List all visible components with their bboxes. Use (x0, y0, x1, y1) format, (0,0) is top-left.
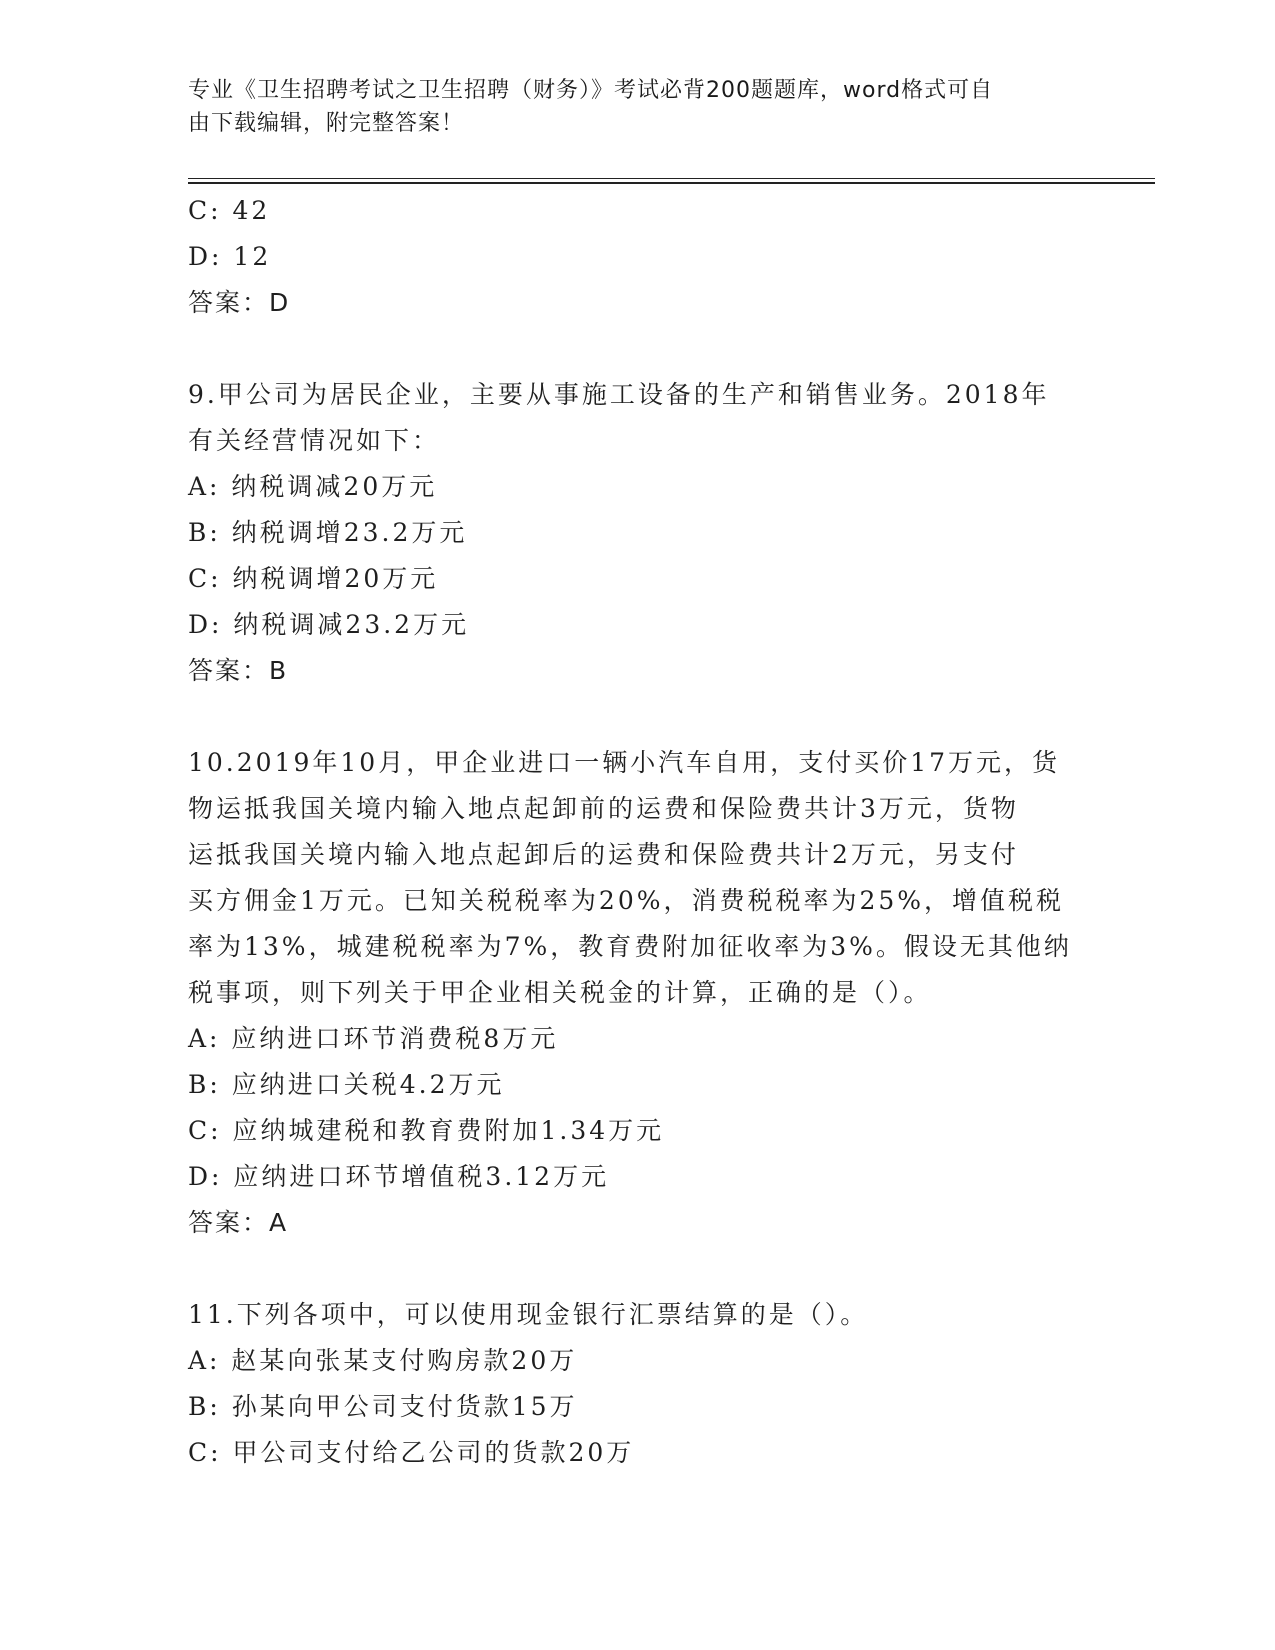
option-d: D: 应纳进口环节增值税3.12万元 (188, 1162, 610, 1191)
header-divider-thin (188, 178, 1155, 179)
option-c: C: 甲公司支付给乙公司的货款20万 (188, 1438, 635, 1467)
spacer (188, 694, 1088, 740)
option-a: A: 应纳进口环节消费税8万元 (188, 1024, 559, 1053)
question-stem-line: 10.2019年10月，甲企业进口一辆小汽车自用，支付买价17万元，货 (188, 748, 1061, 777)
answer-line: 答案：D (188, 288, 291, 317)
header-title-line-1: 专业《卫生招聘考试之卫生招聘（财务）》考试必背200题题库，word格式可自 (188, 78, 994, 103)
option-b: B: 应纳进口关税4.2万元 (188, 1070, 505, 1099)
option-c: C: 42 (188, 196, 271, 225)
question-10 (188, 740, 1088, 1246)
question-stem-line: 税事项，则下列关于甲企业相关税金的计算，正确的是（）。 (188, 978, 932, 1007)
question-stem-line: 率为13%，城建税税率为7%，教育费附加征收率为3%。假设无其他纳 (188, 932, 1072, 961)
question-stem-line: 买方佣金1万元。已知关税税率为20%，消费税税率为25%，增值税税 (188, 886, 1065, 915)
answer-line: 答案：B (188, 656, 289, 685)
question-stem-line: 9.甲公司为居民企业，主要从事施工设备的生产和销售业务。2018年 (188, 380, 1050, 409)
header-title-line-2: 由下载编辑，附完整答案！ (188, 111, 465, 136)
question-11 (188, 1292, 1088, 1476)
question-8-continuation (188, 188, 1088, 326)
header-divider-thick (188, 182, 1155, 184)
question-9 (188, 372, 1088, 694)
option-b: B: 纳税调增23.2万元 (188, 518, 468, 547)
question-list (188, 188, 1088, 1476)
question-stem-line: 11.下列各项中，可以使用现金银行汇票结算的是（）。 (188, 1300, 869, 1329)
question-stem-line: 运抵我国关境内输入地点起卸后的运费和保险费共计2万元，另支付 (188, 840, 1019, 869)
question-stem-line: 物运抵我国关境内输入地点起卸前的运费和保险费共计3万元，货物 (188, 794, 1019, 823)
option-a: A: 赵某向张某支付购房款20万 (188, 1346, 578, 1375)
option-d: D: 纳税调减23.2万元 (188, 610, 470, 639)
answer-line: 答案：A (188, 1208, 289, 1237)
option-a: A: 纳税调减20万元 (188, 472, 438, 501)
option-c: C: 纳税调增20万元 (188, 564, 439, 593)
question-stem-line: 有关经营情况如下： (188, 426, 441, 455)
option-d: D: 12 (188, 242, 272, 271)
page-header (188, 74, 1068, 140)
spacer (188, 1246, 1088, 1292)
option-b: B: 孙某向甲公司支付货款15万 (188, 1392, 578, 1421)
option-c: C: 应纳城建税和教育费附加1.34万元 (188, 1116, 665, 1145)
spacer (188, 326, 1088, 372)
